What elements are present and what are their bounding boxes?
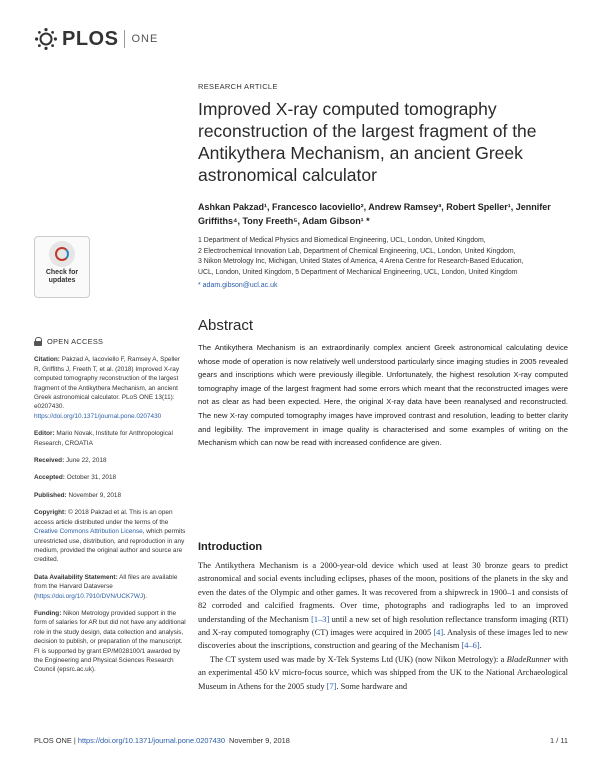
reference-link[interactable]: [4–6] — [461, 641, 480, 651]
paragraph-text: . Analysis of these images led to new discoveries about the inscriptions, construction and gearing of the Mechanism — [198, 628, 568, 651]
received-date: June 22, 2018 — [65, 457, 107, 465]
affiliation-line: UCL, London, United Kingdom, 5 Department of Mechanical Engineering, UCL, London, United Kingdom — [198, 268, 518, 276]
page-number: 1 / 11 — [550, 736, 568, 745]
introduction-body — [198, 559, 568, 693]
footer-doi-link[interactable]: https://doi.org/10.1371/journal.pone.0207430 — [77, 736, 225, 745]
copyright-block — [34, 508, 186, 564]
editor-label: Editor: — [34, 430, 55, 438]
open-lock-icon — [34, 337, 42, 346]
funding-block — [34, 609, 186, 675]
license-link[interactable]: Creative Commons Attribution License — [34, 528, 143, 536]
paragraph — [198, 559, 568, 653]
citation-label: Citation: — [34, 356, 60, 364]
received-label: Received: — [34, 457, 65, 465]
dataverse-link[interactable]: https://doi.org/10.7910/DVN/UCK7WJ — [36, 592, 144, 600]
abstract-text: The Antikythera Mechanism is an extraordinarily complex ancient Greek astronomical calculating device whose mode of operation is now relatively well understood particularly since imaging studies in 2005 revealed gears and inscriptions which were previously illegible. Unfortunately, the highest resolution X-ray computed tomography image of the largest fragment had some errors which meant that the reconstructed images were not as clear as had been expected. Here, the original X-ray data have been reanalysed and reconstructed. The new X-ray computed tomography images have improved contrast and resolution, leading to better clarity and legibility. The improvement in image quality is characterised and some examples of writing on the Mechanism which can now be read with increased confidence are given. — [198, 343, 568, 448]
abstract-heading: Abstract — [198, 317, 254, 334]
journal-name: ONE — [131, 33, 159, 45]
footer-journal: PLOS ONE — [34, 736, 72, 745]
copyright-text: © 2018 Pakzad et al. This is an open access article distributed under the terms of the — [34, 509, 173, 526]
funding-text: Nikon Metrology provided support in the form of salaries for AR but did not have any additional role in the study design, data collection and analysis, decision to publish, or preparation of the manuscript. FI is supported by grant EP/M028100/1 awarded by the Engineering and Physical Sciences Research Council (epsrc.ac.uk). — [34, 609, 186, 674]
crossmark-icon — [49, 241, 75, 267]
citation-block — [34, 355, 186, 421]
funding-label: Funding: — [34, 609, 62, 617]
paragraph-text: The CT system used was made by X-Tek Systems Ltd (UK) (now Nikon Metrology): a — [210, 654, 507, 664]
brand-name: PLOS — [62, 27, 119, 50]
italic-term: BladeRunner — [506, 654, 551, 664]
data-availability-end: ). — [143, 592, 147, 600]
plos-logo-icon — [34, 27, 58, 51]
logo-divider — [124, 30, 125, 48]
affiliations — [198, 236, 578, 278]
editor-block — [34, 429, 186, 448]
published-block — [34, 491, 186, 500]
open-access-text: OPEN ACCESS — [47, 337, 104, 346]
corresponding-email-link[interactable]: * adam.gibson@ucl.ac.uk — [198, 282, 278, 289]
published-date: November 9, 2018 — [68, 491, 122, 499]
accepted-date: October 31, 2018 — [66, 474, 117, 482]
badge-line-2: updates — [48, 277, 76, 284]
paragraph-text: . Some hardware and — [336, 681, 408, 691]
badge-line-1: Check for — [45, 269, 79, 276]
accepted-block — [34, 473, 186, 482]
affiliation-line: 2 Electrochemical Innovation Lab, Department of Chemical Engineering, UCL, London, United Kingdom, — [198, 247, 516, 255]
copyright-text-end: , which permits unrestricted use, distribution, and reproduction in any medium, provided the original author and source are credited. — [34, 528, 186, 564]
editor-text: Mario Novak, Institute for Anthropological Research, CROATIA — [34, 430, 173, 447]
article-info-sidebar — [34, 337, 186, 683]
paragraph — [198, 653, 568, 693]
footer-date: November 9, 2018 — [229, 736, 290, 745]
page-footer — [34, 736, 568, 745]
affiliation-line: 1 Department of Medical Physics and Biomedical Engineering, UCL, London, United Kingdom, — [198, 237, 486, 244]
reference-link[interactable]: [4] — [433, 628, 444, 638]
data-availability-label: Data Availability Statement: — [34, 573, 118, 581]
data-availability-block — [34, 573, 186, 601]
plos-one-logo[interactable] — [34, 26, 158, 52]
affiliation-line: 3 Nikon Metrology Inc, Michigan, United States of America, 4 Arena Centre for Research-Based Education, — [198, 258, 524, 265]
reference-link[interactable]: [1–3] — [311, 614, 330, 624]
accepted-label: Accepted: — [34, 474, 65, 482]
check-for-updates-badge[interactable] — [34, 236, 90, 298]
published-label: Published: — [34, 491, 67, 499]
article-type: RESEARCH ARTICLE — [198, 82, 278, 91]
badge-label — [35, 269, 89, 285]
paragraph-text: The Antikythera Mechanism is a 2000-year-old device which used at least 30 bronze gears to predict astronomical and social events including eclipses, phases of the moon, positions of the planets in the sky and even the dates of the Olympic and other games. It was recovered from a shipwreck in 1900–1 and consists of 82 corroded and calcified fragments. Over time, photographs and radiographs led to an improved understanding of the Mechanism — [198, 561, 568, 624]
copyright-label: Copyright: — [34, 509, 67, 517]
data-availability-text: All files are available from the Harvard Dataverse ( — [34, 573, 178, 600]
citation-doi-link[interactable]: https://doi.org/10.1371/journal.pone.0207430 — [34, 412, 162, 420]
paragraph-text: until a new set of high resolution reflectance transform imaging (RTI) and X-ray computed tomography (CT) images were acquired in 2005 — [198, 614, 568, 638]
article-title: Improved X-ray computed tomography reconstruction of the largest fragment of the Antikythera Mechanism, an ancient Greek astronomical calculator — [198, 99, 537, 185]
introduction-heading: Introduction — [198, 541, 263, 553]
paragraph-text: . — [479, 641, 482, 651]
author-list: Ashkan Pakzad¹, Francesco Iacoviello², Andrew Ramsey³, Robert Speller¹, Jennifer Griffiths⁴, Tony Freeth⁵, Adam Gibson¹ * — [198, 202, 551, 226]
received-block — [34, 456, 186, 465]
open-access-label — [34, 337, 186, 346]
footer-left: PLOS ONE | https://doi.org/10.1371/journal.pone.0207430 November 9, 2018 — [34, 736, 290, 745]
citation-text: Pakzad A, Iacoviello F, Ramsey A, Speller R, Griffiths J, Freeth T, et al. (2018) Improved X-ray computed tomography reconstruction of the largest fragment of the Antikythera Mechanism, an ancient Greek astronomical calculator. PLoS ONE 13(11): e0207430. — [34, 356, 180, 411]
paragraph-text: with an experimental 450 kV micro-focus source, which was shipped from the UK to the National Archaeological Museum in Athens for the 2005 study — [198, 654, 569, 691]
reference-link[interactable]: [7] — [326, 681, 337, 691]
